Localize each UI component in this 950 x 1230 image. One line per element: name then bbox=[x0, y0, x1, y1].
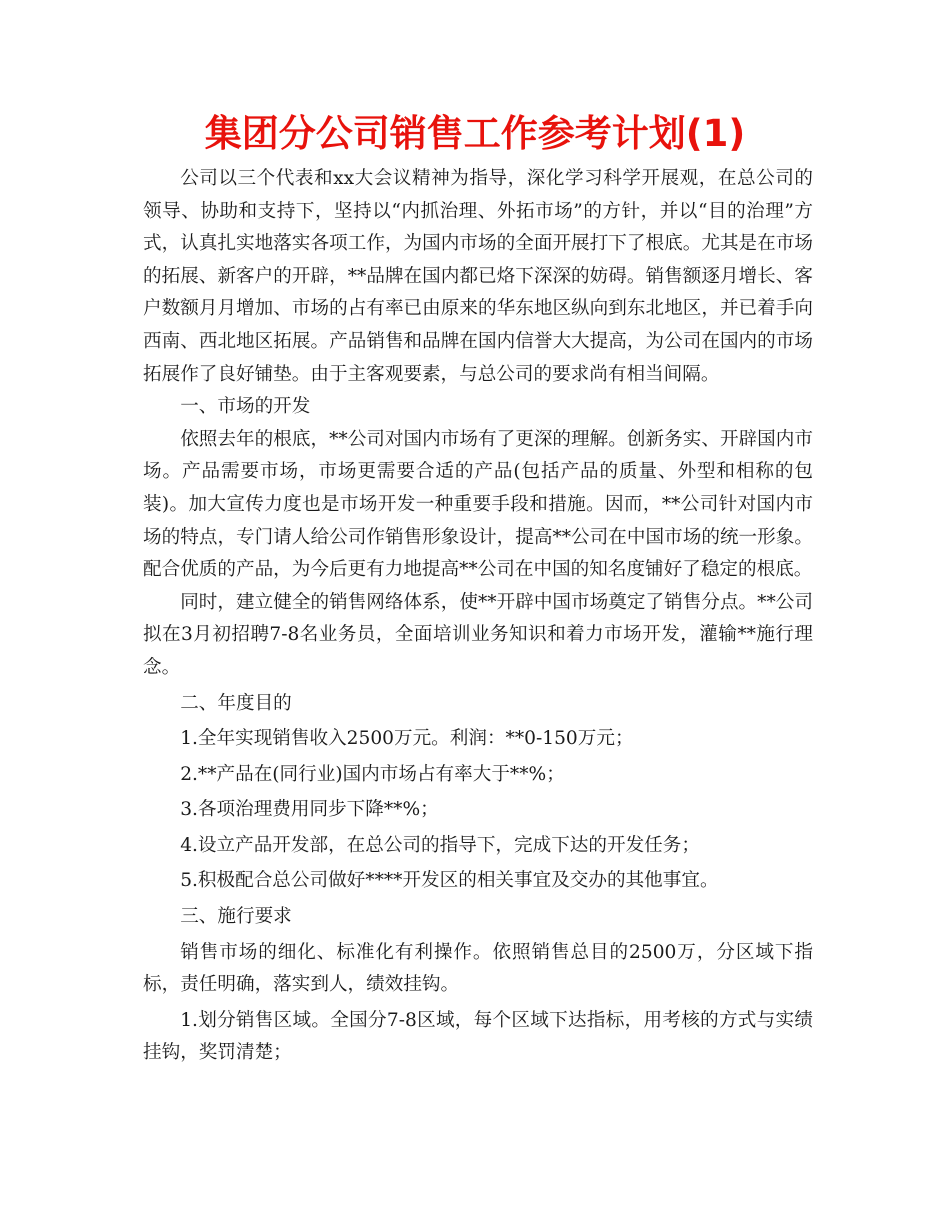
section-heading-annual-goals: 二、年度目的 bbox=[180, 692, 292, 714]
goal-item-3: 3.各项治理费用同步下降**%； bbox=[180, 799, 439, 821]
document-title: 集团分公司销售工作参考计划(1) bbox=[204, 112, 746, 155]
implementation-item-1: 1.划分销售区域。全国分7-8区域，每个区域下达指标，用考核的方式与实绩挂钩，奖罚清楚； bbox=[143, 1009, 813, 1064]
section-heading-market-development: 一、市场的开发 bbox=[180, 396, 311, 418]
goal-item-5: 5.积极配合总公司做好****开发区的相关事宜及交办的其他事宜。 bbox=[180, 870, 719, 892]
paragraph-intro: 公司以三个代表和xx大会议精神为指导，深化学习科学开展观，在总公司的领导、协助和支持下，坚持以“内抓治理、外拓市场”的方针，并以“目的治理”方式，认真扎实地落实各项工作，为国内市场的全面开展打下了根底。尤其是在市场的拓展、新客户的开辟，**品牌在国内都已烙下深深的妨碍。销售额逐月增长、客户数额月月增加、市场的占有率已由原来的华东地区纵向到东北地区，并已着手向西南、西北地区拓展。产品销售和品牌在国内信誉大大提高，为公司在国内的市场拓展作了良好铺垫。由于主客观要素，与总公司的要求尚有相当间隔。 bbox=[143, 168, 813, 385]
paragraph-market-development: 依照去年的根底，**公司对国内市场有了更深的理解。创新务实、开辟国内市场。产品需要市场，市场更需要合适的产品(包括产品的质量、外型和相称的包装)。加大宣传力度也是市场开发一种重要手段和措施。因而，**公司针对国内市场的特点，专门请人给公司作销售形象设计，提高**公司在中国市场的统一形象。配合优质的产品，为今后更有力地提高**公司在中国的知名度铺好了稳定的根底。 bbox=[143, 428, 813, 581]
document-body bbox=[143, 163, 813, 1070]
goal-item-4: 4.设立产品开发部，在总公司的指导下，完成下达的开发任务； bbox=[180, 834, 700, 856]
goal-item-1: 1.全年实现销售收入2500万元。利润：**0-150万元； bbox=[180, 728, 634, 750]
paragraph-sales-network: 同时，建立健全的销售网络体系，使**开辟中国市场奠定了销售分点。**公司拟在3月初招聘7-8名业务员，全面培训业务知识和着力市场开发，灌输**施行理念。 bbox=[143, 591, 813, 678]
goal-item-2: 2.**产品在(同行业)国内市场占有率大于**%； bbox=[180, 763, 565, 785]
paragraph-implementation: 销售市场的细化、标准化有利操作。依照销售总目的2500万，分区域下指标，责任明确，落实到人，绩效挂钩。 bbox=[143, 941, 813, 996]
section-heading-implementation: 三、施行要求 bbox=[180, 906, 292, 928]
